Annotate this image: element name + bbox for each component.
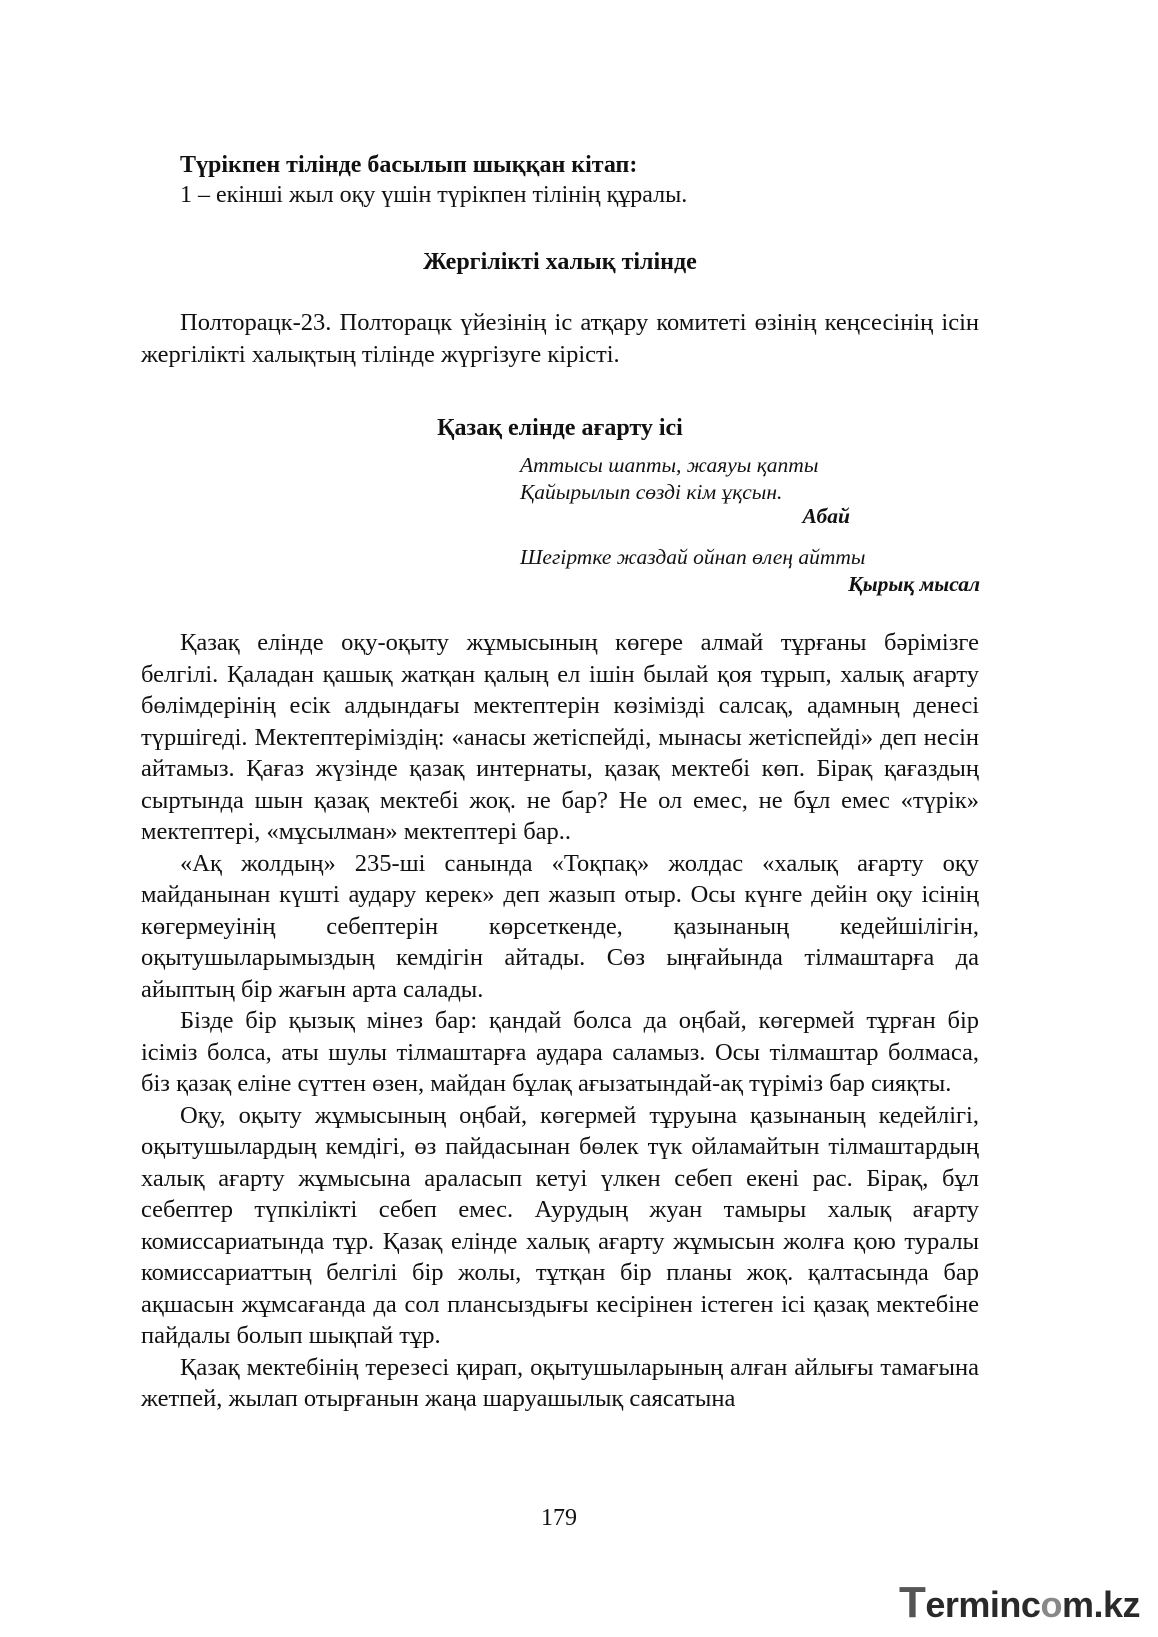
watermark-logo xyxy=(899,1578,1140,1627)
watermark-logo-char: o xyxy=(1040,1584,1062,1625)
epigraph-abai xyxy=(520,452,980,506)
watermark-tail: m.kz xyxy=(1061,1584,1140,1625)
watermark-initial: T xyxy=(899,1578,926,1627)
section-title-turkmen-book: Түрікпен тілінде басылып шыққан кітап: xyxy=(180,152,638,178)
epigraph-line: Қайырылып сөзді кім ұқсын. xyxy=(520,480,783,504)
heading-education-kazakh: Қазақ елінде ағарту ісі xyxy=(437,415,683,441)
turkmen-book-item: 1 – екінші жыл оқу үшін түрікпен тілінің құралы. xyxy=(180,182,688,208)
epigraph-fable xyxy=(520,544,980,571)
paragraph: Оқу, оқыту жұмысының оңбай, көгермей тұруына қазынаның кедейлігі, оқытушылардың кемдігі, өз пайдасынан бөлек түк ойламайтын тілмаштардың халық ағарту жұмысына араласып кетуі үлкен себеп екені рас. Бірақ, бұл себептер түпкілікті себеп емес. Аурудың жуан тамыры халық ағарту комиссариатында тұр. Қазақ елінде халық ағарту жұмысын жолға қою туралы комиссариаттың белгілі бір жолы, тұтқан бір планы жоқ. қалтасында бар ақшасын жұмсағанда да сол плансыздығы кесірінен істеген ісі қазақ мектебіне пайдалы болып шықпай тұр. xyxy=(141,1101,979,1349)
paragraph: «Ақ жолдың» 235-ші санында «Тоқпақ» жолдас «халық ағарту оқу майданынан күшті аудару керек» деп жазып отыр. Осы күнге дейін оқу ісінің көгермеуінің себептерін көрсеткенде, қазынаның кедейшілігін, оқытушыларымыздың кемдігін айтады. Сөз ыңғайында тілмаштарға да айыптың бір жағын арта салады. xyxy=(141,849,979,1003)
page-number: 179 xyxy=(541,1505,577,1531)
epigraph-author-fable: Қырық мысал xyxy=(848,572,980,596)
paragraph: Қазақ елінде оқу-оқыту жұмысының көгере алмай тұрғаны бәрімізге белгілі. Қаладан қашық жатқан қалың ел ішін былай қоя тұрып, халық ағарту бөлімдерінің есік алдындағы мектептерін көзімізді салсақ, адамның денесі түршігеді. Мектептеріміздің: «анасы жетіспейді, мынасы жетіспейді» деп несін айтамыз. Қағаз жүзінде қазақ интернаты, қазақ мектебі көп. Бірақ қағаздың сыртында шын қазақ мектебі жоқ. не бар? Не ол емес, не бұл емес «түрік» мектептері, «мұсылман» мектептері бар.. xyxy=(141,629,979,845)
epigraph-author-abai: Абай xyxy=(802,504,850,528)
watermark-text: erminc xyxy=(925,1584,1041,1625)
epigraph-line: Шегіртке жаздай ойнап өлең айтты xyxy=(520,545,866,569)
paragraph: Бізде бір қызық мінез бар: қандай болса да оңбай, көгермей тұрған бір ісіміз болса, аты шулы тілмаштарға аудара саламыз. Осы тілмаштар болмаса, біз қазақ еліне сүттен өзен, майдан бұлақ ағызатындай-ақ түріміз бар сияқты. xyxy=(141,1007,979,1097)
heading-local-language: Жергілікті халық тілінде xyxy=(423,249,697,275)
main-text xyxy=(141,627,979,1415)
paragraph-text: Полторацк-23. Полторацк үйезінің іс атқару комитеті өзінің кеңсесінің ісін жергілікті халықтың тілінде жүргізуге кірісті. xyxy=(141,309,979,368)
paragraph: Қазақ мектебінің терезесі қирап, оқытушыларының алған айлығы тамағына жетпей, жылап отырғанын жаңа шаруашылық саясатына xyxy=(141,1353,979,1412)
epigraph-line: Аттысы шапты, жаяуы қапты xyxy=(520,453,819,477)
paragraph-poltoratsk xyxy=(141,307,979,370)
